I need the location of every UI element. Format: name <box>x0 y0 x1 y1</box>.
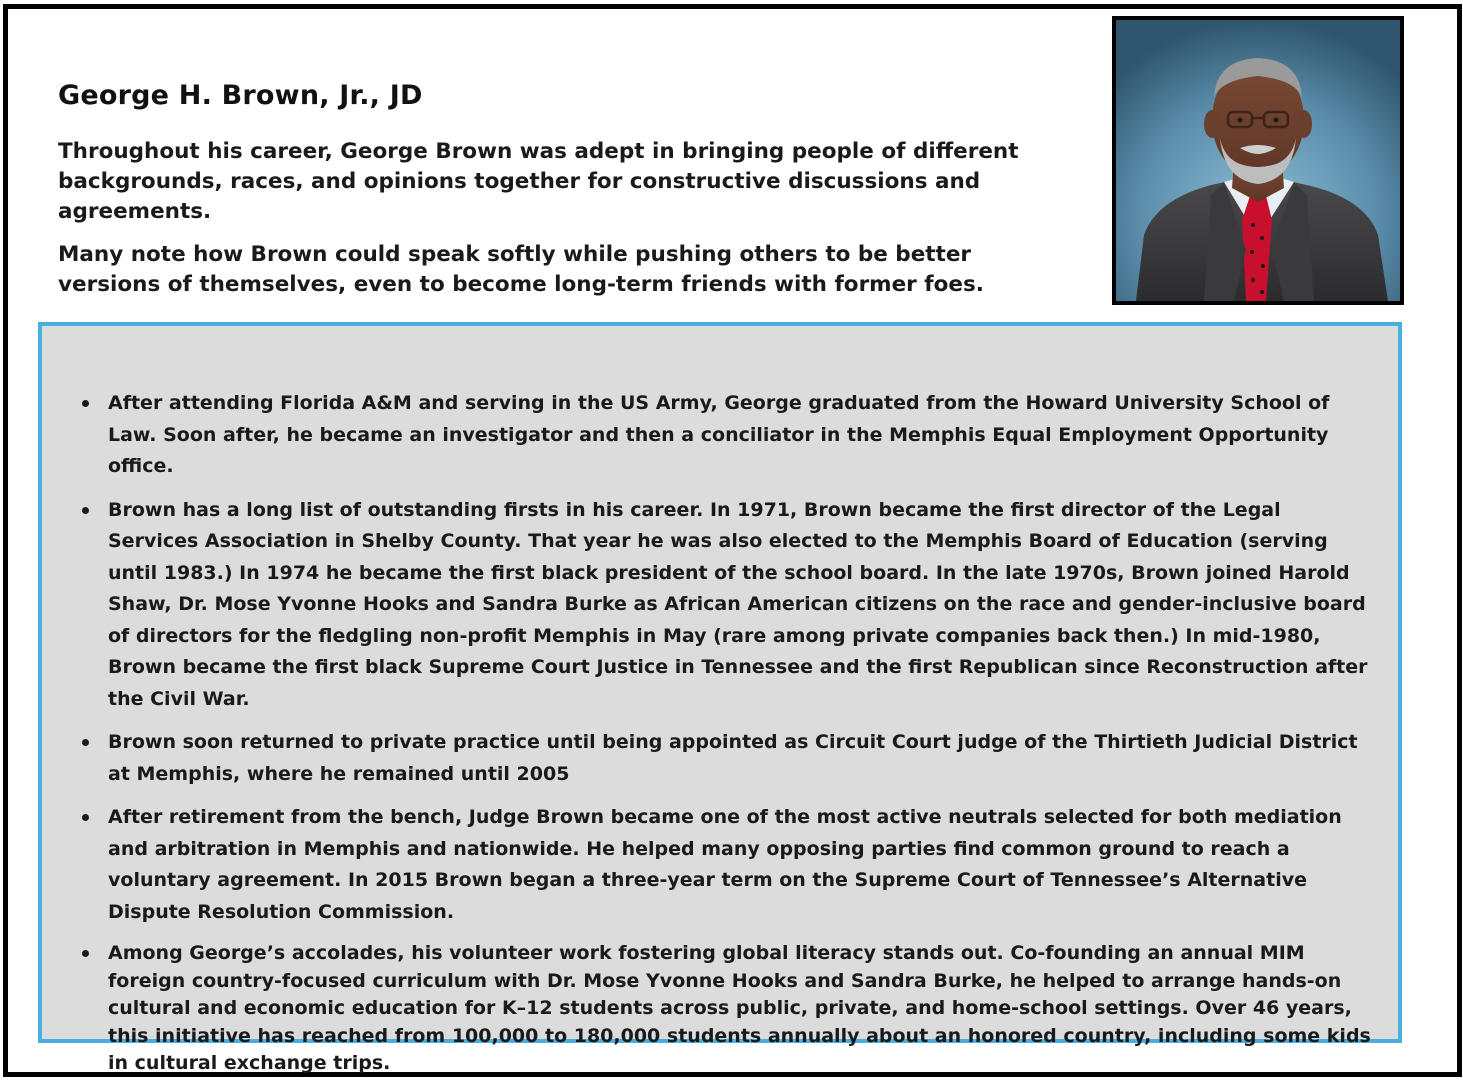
bullet-icon <box>82 814 89 821</box>
biography-list <box>42 388 1372 1090</box>
bullet-icon <box>82 400 89 407</box>
intro-paragraph-1: Throughout his career, George Brown was adept in bringing people of different backgrounds, races, and opinions together for constructive discussions and agreements. <box>58 139 1019 224</box>
profile-name: George H. Brown, Jr., JD <box>58 80 423 111</box>
bullet-icon <box>82 950 89 957</box>
list-item-text: After retirement from the bench, Judge Brown became one of the most active neutrals selected for both mediation and arbitration in Memphis and nationwide. He helped many opposing parties find common ground to reach a voluntary agreement. In 2015 Brown began a three-year term on the Supreme Court of Tennessee’s Alternative Dispute Resolution Commission. <box>108 806 1342 923</box>
list-item <box>42 727 1372 790</box>
intro-paragraph-2: Many note how Brown could speak softly while pushing others to be better versions of themselves, even to become long-term friends with former foes. <box>58 242 984 297</box>
bullet-icon <box>82 507 89 514</box>
list-item <box>42 940 1372 1078</box>
list-item-text: After attending Florida A&M and serving in the US Army, George graduated from the Howard University School of Law. Soon after, he became an investigator and then a conciliator in the Memphis Equal Employment Opportunity office. <box>108 392 1330 477</box>
list-item <box>42 495 1372 716</box>
list-item-text: Brown has a long list of outstanding firsts in his career. In 1971, Brown became the first director of the Legal Services Association in Shelby County. That year he was also elected to the Memphis Board of Education (serving until 1983.) In 1974 he became the first black president of the school board. In the late 1970s, Brown joined Harold Shaw, Dr. Mose Yvonne Hooks and Sandra Burke as African American citizens on the race and gender-inclusive board of directors for the fledgling non-profit Memphis in May (rare among private companies back then.) In mid-1980, Brown became the first black Supreme Court Justice in Tennessee and the first Republican since Reconstruction after the Civil War. <box>108 498 1368 710</box>
list-item-text: Among George’s accolades, his volunteer work fostering global literacy stands out. Co-founding an annual MIM foreign country-focused curriculum with Dr. Mose Yvonne Hooks and Sandra Burke, he helped to arrange hands-on cultural and economic education for K–12 students across public, private, and home-school settings. Over 46 years, this initiative has reached from 100,000 to 180,000 students annually about an honored country, including some kids in cultural exchange trips. <box>108 942 1371 1074</box>
biography-panel <box>38 322 1402 1074</box>
portrait-illustration <box>1116 20 1400 301</box>
portrait-photo <box>1112 16 1404 305</box>
list-item-text: Brown soon returned to private practice until being appointed as Circuit Court judge of the Thirtieth Judicial District at Memphis, where he remained until 2005 <box>108 731 1358 785</box>
list-item <box>42 802 1372 928</box>
bullet-icon <box>82 739 89 746</box>
list-item <box>42 388 1372 483</box>
